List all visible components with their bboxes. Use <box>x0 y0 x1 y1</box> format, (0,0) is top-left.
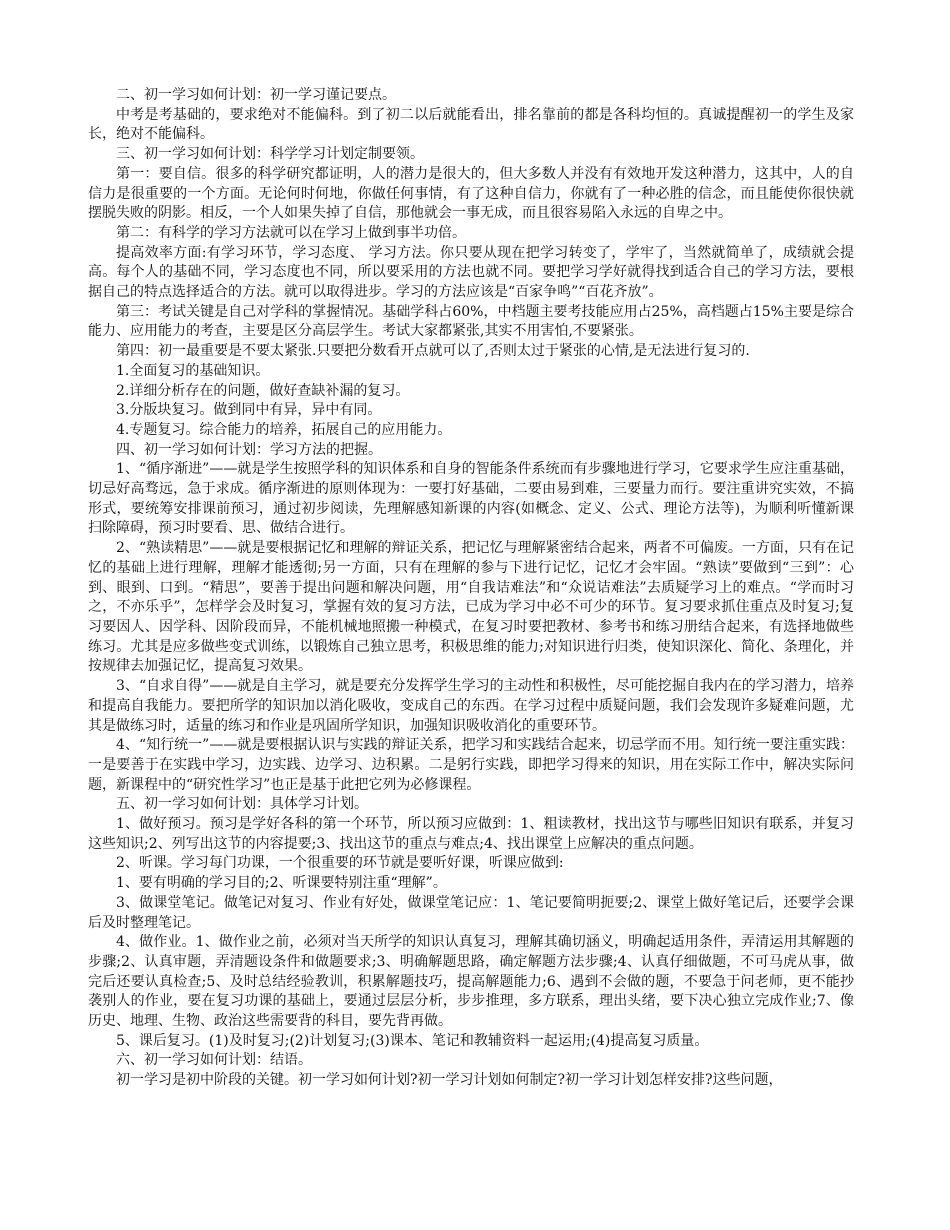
paragraph: 4、做作业。1、做作业之前，必须对当天所学的知识认真复习，理解其确切涵义，明确起适用条件，弄清运用其解题的步骤;2、认真审题，弄清题设条件和做题要求;3、明确解题思路，确定解题方法步骤;4、认真仔细做题，不可马虎从事，做完后还要认真检查;5、及时总结经验教训，积累解题技巧，提高解题能力;6、遇到不会做的题，不要急于问老师，更不能抄袭别人的作业，要在复习功课的基础上，要通过层层分析，步步推理，多方联系，理出头绪，要下决心独立完成作业;7、像历史、地理、生物、政治这些需要背的科目，要先背再做。 <box>88 934 854 1030</box>
paragraph: 第四：初一最重要是不要太紧张.只要把分数看开点就可以了,否则太过于紧张的心情,是无法进行复习的. <box>116 343 750 360</box>
paragraph: 第一：要自信。很多的科学研究都证明，人的潜力是很大的，但大多数人并没有有效地开发这种潜力，这其中，人的自信力是很重要的一个方面。无论何时何地，你做任何事情，有了这种自信力，你就有了一种必胜的信念，而且能使你很快就摆脱失败的阴影。相反，一个人如果失掉了自信，那他就会一事无成，而且很容易陷入永远的自卑之中。 <box>88 165 854 222</box>
paragraph: 2、“熟读精思”——就是要根据记忆和理解的辩证关系，把记忆与理解紧密结合起来，两者不可偏废。一方面，只有在记忆的基础上进行理解，理解才能透彻;另一方面，只有在理解的参与下进行记忆，记忆才会牢固。“熟读”要做到“三到”：心到、眼到、口到。“精思”，要善于提出问题和解决问题，用“自我诘难法”和“众说诘难法”去质疑学习上的难点。“学而时习之，不亦乐乎”，怎样学会及时复习，掌握有效的复习方法，已成为学习中必不可少的环节。复习要求抓住重点及时复习;复习要因人、因学科、因阶段而异，不能机械地照搬一种模式，在复习时要把教材、参考书和练习册结合起来，有选择地做些练习。尤其是应多做些变式训练，以锻炼自己独立思考，积极思维的能力;对知识进行归类，使知识深化、简化、条理化，并按规律去加强记忆，提高复习效果。 <box>88 540 854 675</box>
paragraph: 初一学习是初中阶段的关键。初一学习如何计划?初一学习计划如何制定?初一学习计划怎样安排?这些问题， <box>116 1072 783 1089</box>
paragraph: 1、“循序渐进”——就是学生按照学科的知识体系和自身的智能条件系统而有步骤地进行学习，它要求学生应注重基础，切忌好高骛远，急于求成。循序渐进的原则体现为：一要打好基础，二要由易到难，三要量力而行。要注重讲究实效，不搞形式，要统筹安排课前预习，通过初步阅读，先理解感知新课的内容(如概念、定义、公式、理论方法等)，为顺利听懂新课扫除障碍，预习时要看、思、做结合进行。 <box>88 461 854 537</box>
paragraph: 3、做课堂笔记。做笔记对复习、作业有好处，做课堂笔记应：1、笔记要简明扼要;2、课堂上做好笔记后，还要学会课后及时整理笔记。 <box>88 894 854 931</box>
section-heading-4: 四、初一学习如何计划：学习方法的把握。 <box>116 441 382 458</box>
paragraph: 5、课后复习。(1)及时复习;(2)计划复习;(3)课本、笔记和教辅资料一起运用;(4)提高复习质量。 <box>116 1032 709 1049</box>
paragraph: 中考是考基础的，要求绝对不能偏科。到了初二以后就能看出，排名靠前的都是各科均恒的。真诚提醒初一的学生及家长，绝对不能偏科。 <box>88 106 854 143</box>
section-heading-3: 三、初一学习如何计划：科学学习计划定制要领。 <box>116 146 424 163</box>
paragraph: 第三：考试关键是自己对学科的掌握情况。基础学科占60%，中档题主要考技能应用占25%，高档题占15%主要是综合能力、应用能力的考查，主要是区分高层学生。考试大家都紧张,其实不用害怕,不要紧张。 <box>88 303 854 340</box>
section-heading-2: 二、初一学习如何计划：初一学习谨记要点。 <box>116 87 396 103</box>
section-heading-5: 五、初一学习如何计划：具体学习计划。 <box>116 796 368 813</box>
list-item: 3.分版块复习。做到同中有异，异中有同。 <box>116 402 382 419</box>
paragraph: 1、做好预习。预习是学好各科的第一个环节，所以预习应做到：1、粗读教材，找出这节与哪些旧知识有联系，并复习这些知识;2、列写出这节的内容提要;3、找出这节的重点与难点;4、找出课堂上应解决的重点问题。 <box>88 816 854 852</box>
list-item: 4.专题复习。综合能力的培养，拓展自己的应用能力。 <box>116 421 452 438</box>
paragraph: 第二：有科学的学习方法就可以在学习上做到事半功倍。 <box>116 224 466 241</box>
paragraph: 2、听课。学习每门功课，一个很重要的环节就是要听好课，听课应做到: <box>116 855 564 872</box>
list-item: 2.详细分析存在的问题，做好查缺补漏的复习。 <box>116 382 410 399</box>
paragraph: 提高效率方面:有学习环节，学习态度、 学习方法。你只要从现在把学习转变了，学牢了，当然就简单了，成绩就会提高。每个人的基础不同，学习态度也不同，所以要采用的方法也就不同。要把学习学好就得找到适合自己的学习方法，要根据自己的特点选择适合的方法。就可以取得进步。学习的方法应该是“百家争鸣”“百花齐放”。 <box>88 244 854 301</box>
section-heading-6: 六、初一学习如何计划：结语。 <box>116 1052 312 1069</box>
list-item: 1.全面复习的基础知识。 <box>116 362 270 379</box>
paragraph: 4、“知行统一”——就是要根据认识与实践的辩证关系，把学习和实践结合起来，切忌学而不用。知行统一要注重实践：一是要善于在实践中学习，边实践、边学习、边积累。二是躬行实践，即把学习得来的知识，用在实际工作中，解决实际问题，新课程中的“研究性学习”也正是基于此把它列为必修课程。 <box>88 737 854 793</box>
paragraph: 1、要有明确的学习目的;2、听课要特别注重“理解”。 <box>116 875 447 892</box>
paragraph: 3、“自求自得”——就是自主学习，就是要充分发挥学生学习的主动性和积极性，尽可能挖掘自我内在的学习潜力，培养和提高自我能力。要把所学的知识加以消化吸收，变成自己的东西。在学习过程中质疑问题，我们会发现许多疑难问题，尤其是做练习时，适量的练习和作业是巩固所学知识，加强知识吸收消化的重要环节。 <box>88 678 854 734</box>
